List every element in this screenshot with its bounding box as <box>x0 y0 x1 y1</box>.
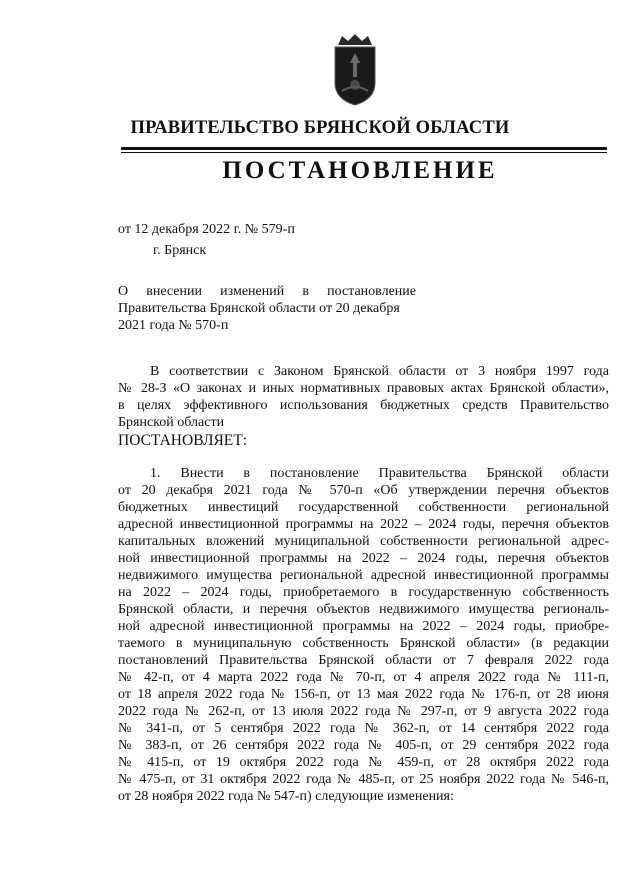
subject-line: 2021 года № 570-п <box>118 318 229 333</box>
preamble-line: Брянской области <box>118 415 225 430</box>
item-line: ной адресной инвестиционной программы на 2022 – 2024 годы, приобре- <box>118 619 609 634</box>
subject-line: Правительства Брянской области от 20 декабря <box>118 301 400 316</box>
government-title: ПРАВИТЕЛЬСТВО БРЯНСКОЙ ОБЛАСТИ <box>130 118 510 138</box>
item-line: 1. Внести в постановление Правительства Брянской области <box>150 466 609 481</box>
document-date-number: от 12 декабря 2022 г. № 579-п <box>118 222 295 237</box>
document-subject <box>118 283 416 334</box>
item-line: № 415-п, от 19 октября 2022 года № 459-п, от 28 октября 2022 года <box>118 755 609 770</box>
document-type: ПОСТАНОВЛЕНИЕ <box>222 157 498 184</box>
item-line: № 383-п, от 26 сентября 2022 года № 405-п, от 29 сентября 2022 года <box>118 738 609 753</box>
item-line: Брянской области, и перечня объектов недвижимого имущества региональ- <box>118 602 609 617</box>
item-line: капитальных вложений муниципальной собственности региональной адрес- <box>118 534 609 549</box>
coat-of-arms-icon <box>330 33 380 107</box>
item-line: 2022 года № 262-п, от 13 июля 2022 года № 297-п, от 9 августа 2022 года <box>118 704 609 719</box>
preamble-paragraph <box>118 363 609 431</box>
item-line: № 42-п, от 4 марта 2022 года № 70-п, от 4 апреля 2022 года № 111-п, <box>118 670 609 685</box>
item-line: от 20 декабря 2021 года № 570-п «Об утверждении перечня объектов <box>118 483 609 498</box>
item-line: № 341-п, от 5 сентября 2022 года № 362-п, от 14 сентября 2022 года <box>118 721 609 736</box>
preamble-line: В соответствии с Законом Брянской области от 3 ноября 1997 года <box>150 364 609 379</box>
item-line: адресной инвестиционной программы на 2022 – 2024 годы, перечня объектов <box>118 517 609 532</box>
resolves-heading: ПОСТАНОВЛЯЕТ: <box>118 432 248 449</box>
header-rule-thick <box>121 147 607 150</box>
item-line: постановлений Правительства Брянской области от 7 февраля 2022 года <box>118 653 609 668</box>
item-1-paragraph <box>118 465 609 805</box>
item-line: от 18 апреля 2022 года № 156-п, от 13 мая 2022 года № 176-п, от 28 июня <box>118 687 609 702</box>
preamble-line: в целях эффективного использования бюджетных средств Правительство <box>118 398 609 413</box>
item-line: № 475-п, от 31 октября 2022 года № 485-п, от 25 ноября 2022 года № 546-п, <box>118 772 609 787</box>
item-line: ной инвестиционной программы на 2022 – 2024 годы, перечня объектов <box>118 551 609 566</box>
item-line: от 28 ноября 2022 года № 547-п) следующие изменения: <box>118 789 454 804</box>
header-rule-thin <box>121 152 607 153</box>
item-line: недвижимого имущества региональной адресной инвестиционной программы <box>118 568 609 583</box>
subject-line: О внесении изменений в постановление <box>118 284 416 299</box>
document-city: г. Брянск <box>153 243 207 258</box>
preamble-line: № 28-З «О законах и иных нормативных правовых актах Брянской области», <box>118 381 609 396</box>
item-line: на 2022 – 2024 годы, приобретаемого в государственную собственность <box>118 585 609 600</box>
item-line: таемого в муниципальную собственность Брянской области» (в редакции <box>118 636 609 651</box>
item-line: бюджетных инвестиций государственной собственности региональной <box>118 500 609 515</box>
